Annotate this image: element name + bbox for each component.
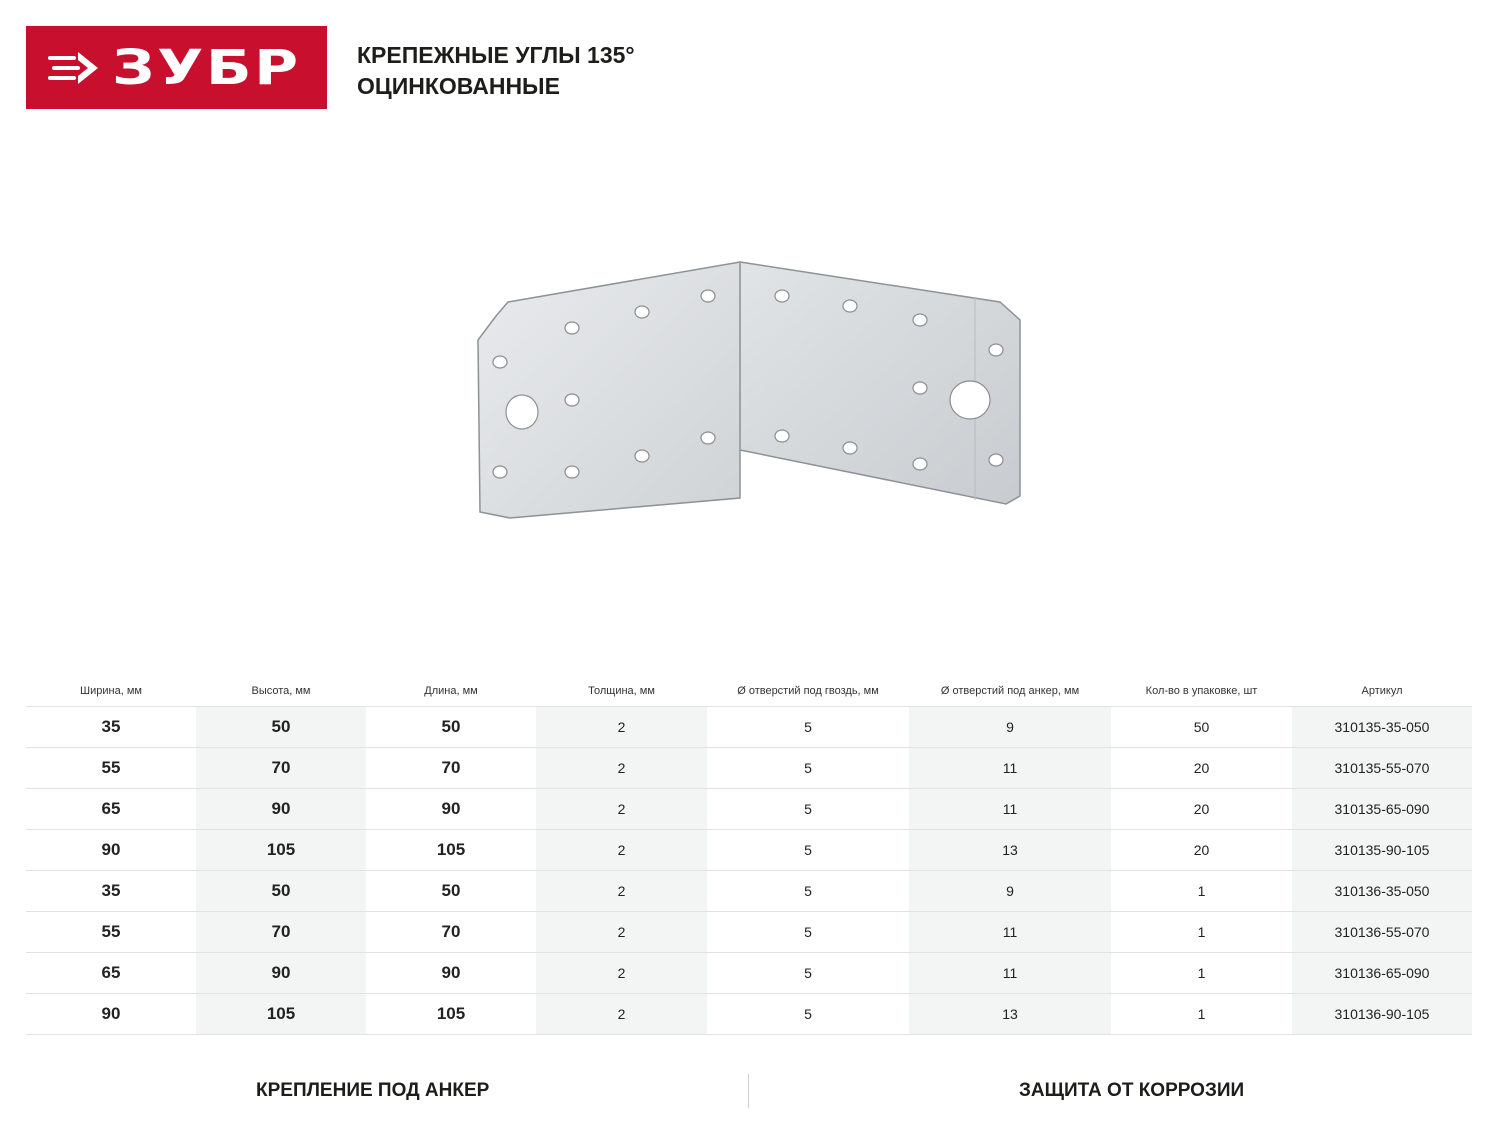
header-anchor-hole-diameter: Ø отверстий под анкер, мм [940,685,1080,697]
cell-anchor-hole: 11 [909,748,1111,789]
cell-height: 90 [196,953,366,994]
cell-thickness: 2 [536,707,707,748]
cell-pack-quantity: 20 [1111,830,1292,871]
table-header-row [26,676,1472,707]
cell-anchor-hole: 11 [909,789,1111,830]
header-article: Артикул [1361,685,1403,697]
cell-pack-quantity: 1 [1111,953,1292,994]
cell-thickness: 2 [536,830,707,871]
cell-nail-hole: 5 [707,994,909,1035]
brand-name: ЗУБР [112,39,301,96]
cell-thickness: 2 [536,994,707,1035]
cell-length: 50 [366,707,536,748]
cell-height: 50 [196,707,366,748]
cell-width: 90 [26,830,196,871]
header-pack-quantity: Кол-во в упаковке, шт [1145,685,1258,697]
cell-length: 105 [366,994,536,1035]
cell-length: 70 [366,912,536,953]
cell-nail-hole: 5 [707,953,909,994]
cell-anchor-hole: 9 [909,871,1111,912]
feature-anchor-mount: КРЕПЛЕНИЕ ПОД АНКЕР [256,1080,490,1101]
speed-arrow-icon [48,48,100,88]
title-line-2: ОЦИНКОВАННЫЕ [357,73,560,99]
cell-anchor-hole: 13 [909,994,1111,1035]
cell-length: 90 [366,789,536,830]
brand-logo [26,26,327,109]
cell-thickness: 2 [536,789,707,830]
cell-thickness: 2 [536,871,707,912]
cell-article: 310136-90-105 [1292,994,1472,1035]
feature-corrosion-protection: ЗАЩИТА ОТ КОРРОЗИИ [1019,1080,1245,1101]
cell-nail-hole: 5 [707,871,909,912]
cell-anchor-hole: 13 [909,830,1111,871]
cell-article: 310135-90-105 [1292,830,1472,871]
cell-width: 35 [26,871,196,912]
cell-height: 90 [196,789,366,830]
cell-article: 310136-65-090 [1292,953,1472,994]
specification-table [26,676,1472,1035]
cell-pack-quantity: 20 [1111,748,1292,789]
cell-article: 310136-55-070 [1292,912,1472,953]
cell-height: 50 [196,871,366,912]
cell-nail-hole: 5 [707,748,909,789]
footer-divider [748,1074,749,1108]
cell-nail-hole: 5 [707,830,909,871]
cell-length: 90 [366,953,536,994]
cell-article: 310136-35-050 [1292,871,1472,912]
table-row [26,748,1472,789]
cell-thickness: 2 [536,953,707,994]
cell-height: 70 [196,748,366,789]
cell-length: 50 [366,871,536,912]
cell-nail-hole: 5 [707,789,909,830]
cell-width: 65 [26,953,196,994]
cell-thickness: 2 [536,912,707,953]
table-row [26,912,1472,953]
cell-thickness: 2 [536,748,707,789]
cell-anchor-hole: 11 [909,953,1111,994]
header-length: Длина, мм [424,685,478,697]
cell-nail-hole: 5 [707,707,909,748]
cell-pack-quantity: 50 [1111,707,1292,748]
cell-pack-quantity: 1 [1111,912,1292,953]
product-image [470,250,1030,530]
cell-pack-quantity: 1 [1111,994,1292,1035]
cell-pack-quantity: 20 [1111,789,1292,830]
cell-width: 55 [26,748,196,789]
cell-length: 70 [366,748,536,789]
cell-article: 310135-55-070 [1292,748,1472,789]
table-row [26,871,1472,912]
table-row [26,707,1472,748]
table-row [26,830,1472,871]
table-row [26,953,1472,994]
cell-anchor-hole: 9 [909,707,1111,748]
header-width: Ширина, мм [80,685,142,697]
cell-article: 310135-35-050 [1292,707,1472,748]
table-row [26,789,1472,830]
table-row [26,994,1472,1035]
cell-length: 105 [366,830,536,871]
page-title [357,40,635,102]
cell-width: 55 [26,912,196,953]
feature-footer [0,1074,1500,1108]
cell-width: 90 [26,994,196,1035]
header-nail-hole-diameter: Ø отверстий под гвоздь, мм [737,685,879,697]
header-height: Высота, мм [251,685,311,697]
cell-width: 65 [26,789,196,830]
cell-height: 105 [196,830,366,871]
bracket-left-plate [478,262,740,518]
cell-pack-quantity: 1 [1111,871,1292,912]
cell-anchor-hole: 11 [909,912,1111,953]
cell-width: 35 [26,707,196,748]
title-line-1: КРЕПЕЖНЫЕ УГЛЫ 135° [357,42,635,68]
header-thickness: Толщина, мм [588,685,655,697]
cell-height: 105 [196,994,366,1035]
cell-height: 70 [196,912,366,953]
cell-nail-hole: 5 [707,912,909,953]
cell-article: 310135-65-090 [1292,789,1472,830]
